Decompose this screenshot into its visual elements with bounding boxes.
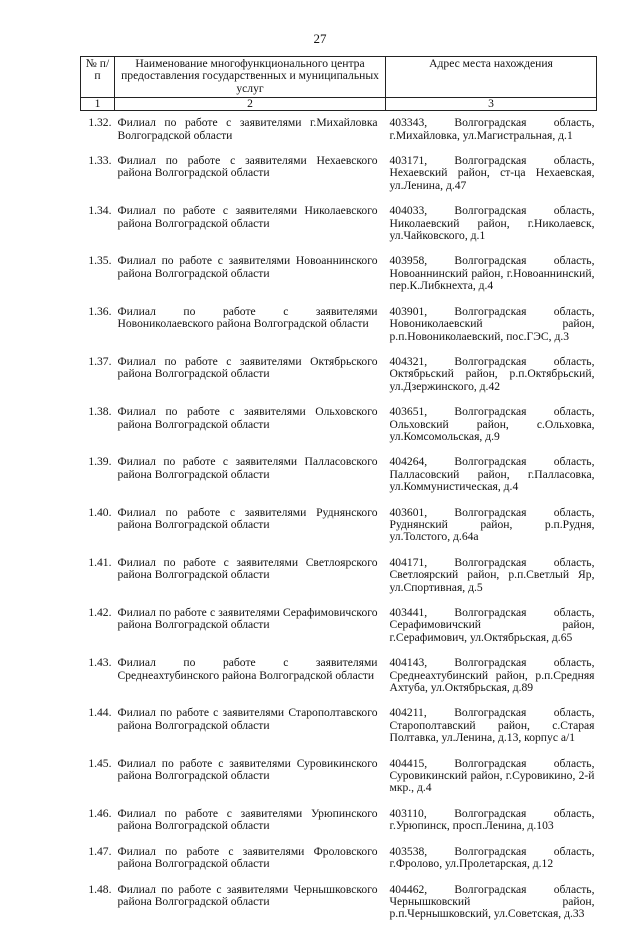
branch-name-cell — [115, 800, 386, 838]
row-number: 1.44. — [88, 706, 112, 720]
branch-address-cell — [386, 649, 597, 699]
branch-address: 404321, Волгоградская область, Октябрьский район, р.п.Октябрьский, ул.Дзержинского, д.42 — [389, 354, 595, 393]
branch-name: Филиал по работе с заявителями Старополтавского района Волгоградской области — [117, 706, 378, 732]
branch-name: Филиал по работе с заявителями г.Михайловка Волгоградской области — [117, 116, 378, 142]
row-number-cell — [81, 111, 115, 147]
row-number: 1.46. — [88, 806, 112, 820]
row-number-cell — [81, 838, 115, 876]
branch-address: 404211, Волгоградская область, Старополтавский район, с.Старая Полтавка, ул.Ленина, д.13, корпус а/1 — [389, 706, 595, 745]
row-number: 1.42. — [88, 606, 112, 619]
branch-address: 403171, Волгоградская область, Нехаевский район, ст-ца Нехаевская, ул.Ленина, д.47 — [389, 154, 595, 192]
branch-name-cell — [115, 448, 386, 498]
branch-name: Филиал по работе с заявителями Октябрьского района Волгоградской области — [117, 354, 378, 381]
column-header-name: Наименование многофункционального центра предоставления государственных и муниципальных услуг — [115, 57, 386, 98]
branch-name: Филиал по работе с заявителями Фроловского района Волгоградской области — [117, 844, 378, 871]
column-number-2: 2 — [115, 98, 386, 111]
column-numbering-row — [81, 98, 597, 111]
branch-address-cell — [386, 111, 597, 147]
row-number: 1.37. — [88, 354, 112, 368]
branch-name: Филиал по работе с заявителями Среднеахтубинского района Волгоградской области — [117, 656, 378, 682]
branch-address-cell — [386, 750, 597, 800]
column-header-number: № п/п — [81, 57, 115, 98]
table-row — [81, 398, 597, 448]
table-row — [81, 348, 597, 398]
row-number: 1.39. — [88, 455, 112, 469]
branch-address: 403343, Волгоградская область, г.Михайловка, ул.Магистральная, д.1 — [389, 116, 595, 142]
row-number-cell — [81, 750, 115, 800]
branch-address: 404462, Волгоградская область, Чернышковский район, р.п.Чернышковский, ул.Советская, д.33 — [389, 882, 595, 921]
row-number-cell — [81, 197, 115, 247]
branch-name-cell — [115, 699, 386, 749]
row-number: 1.36. — [88, 304, 112, 318]
row-number-cell — [81, 398, 115, 448]
table-header-row — [81, 57, 597, 98]
row-number: 1.45. — [88, 756, 112, 770]
row-number-cell — [81, 348, 115, 398]
row-number: 1.32. — [88, 116, 112, 130]
branch-address: 404033, Волгоградская область, Николаевский район, г.Николаевск, ул.Чайковского, д.1 — [389, 204, 595, 243]
branch-address: 404171, Волгоградская область, Светлоярский район, р.п.Светлый Яр, ул.Спортивная, д.5 — [389, 555, 595, 594]
branch-address-cell — [386, 499, 597, 549]
row-number-cell — [81, 499, 115, 549]
branch-address: 403651, Волгоградская область, Ольховский район, с.Ольховка, ул.Комсомольская, д.9 — [389, 405, 595, 443]
table-row — [81, 197, 597, 247]
table-row — [81, 599, 597, 649]
branch-name-cell — [115, 499, 386, 549]
row-number-cell — [81, 800, 115, 838]
table-row — [81, 800, 597, 838]
table-row — [81, 448, 597, 498]
branch-address-cell — [386, 298, 597, 348]
branch-address: 403441, Волгоградская область, Серафимовичский район, г.Серафимович, ул.Октябрьская, д.65 — [389, 606, 595, 644]
row-number-cell — [81, 147, 115, 197]
column-number-3: 3 — [386, 98, 597, 111]
branch-name: Филиал по работе с заявителями Суровикинского района Волгоградской области — [117, 756, 378, 783]
row-number-cell — [81, 549, 115, 599]
branch-address-cell — [386, 549, 597, 599]
table-row — [81, 549, 597, 599]
branch-address-cell — [386, 398, 597, 448]
row-number-cell — [81, 298, 115, 348]
branch-name-cell — [115, 147, 386, 197]
branch-address-cell — [386, 838, 597, 876]
row-number-cell — [81, 876, 115, 926]
branch-address: 403601, Волгоградская область, Руднянский район, р.п.Рудня, ул.Толстого, д.64а — [389, 505, 595, 544]
branch-name: Филиал по работе с заявителями Ольховского района Волгоградской области — [117, 405, 378, 431]
table-row — [81, 147, 597, 197]
table-row — [81, 247, 597, 297]
branch-address-cell — [386, 147, 597, 197]
branch-address: 403901, Волгоградская область, Новониколаевский район, р.п.Новониколаевский, пос.ГЭС, д.3 — [389, 304, 595, 343]
branch-name-cell — [115, 398, 386, 448]
table-row — [81, 750, 597, 800]
branch-name-cell — [115, 549, 386, 599]
table-row — [81, 699, 597, 749]
row-number-cell — [81, 448, 115, 498]
branch-address-cell — [386, 876, 597, 926]
branch-name-cell — [115, 298, 386, 348]
branch-name-cell — [115, 247, 386, 297]
row-number: 1.43. — [88, 656, 112, 670]
branch-name: Филиал по работе с заявителями Новониколаевского района Волгоградской области — [117, 304, 378, 331]
table-row — [81, 111, 597, 147]
branch-address-cell — [386, 247, 597, 297]
column-header-address: Адрес места нахождения — [386, 57, 597, 98]
row-number: 1.33. — [88, 154, 112, 168]
row-number: 1.47. — [88, 844, 112, 858]
branch-address: 404143, Волгоградская область, Среднеахтубинский район, р.п.Средняя Ахтуба, ул.Октябрьская, д.89 — [389, 656, 595, 695]
branch-name-cell — [115, 599, 386, 649]
branch-name-cell — [115, 876, 386, 926]
branch-name: Филиал по работе с заявителями Руднянского района Волгоградской области — [117, 505, 378, 531]
branch-name-cell — [115, 649, 386, 699]
branch-name: Филиал по работе с заявителями Николаевского района Волгоградской области — [117, 204, 378, 230]
page-number: 27 — [313, 31, 327, 46]
branch-name: Филиал по работе с заявителями Чернышковского района Волгоградской области — [117, 882, 378, 908]
branch-name: Филиал по работе с заявителями Нехаевского района Волгоградской области — [117, 154, 378, 180]
branch-address-cell — [386, 348, 597, 398]
branch-name-cell — [115, 111, 386, 147]
row-number: 1.41. — [88, 555, 112, 569]
branch-address-cell — [386, 197, 597, 247]
table-body — [81, 111, 597, 926]
row-number: 1.38. — [88, 405, 112, 419]
row-number: 1.48. — [88, 882, 112, 896]
branch-address: 403958, Волгоградская область, Новоаннинский район, г.Новоаннинский, пер.К.Либкнехта, д.4 — [389, 254, 595, 293]
table-row — [81, 298, 597, 348]
row-number-cell — [81, 599, 115, 649]
branch-name-cell — [115, 348, 386, 398]
branch-name: Филиал по работе с заявителями Новоаннинского района Волгоградской области — [117, 254, 378, 280]
branch-name: Филиал по работе с заявителями Урюпинского района Волгоградской области — [117, 806, 378, 833]
branch-address: 404264, Волгоградская область, Палласовский район, г.Палласовка, ул.Коммунистическая, д.4 — [389, 455, 595, 494]
column-number-1: 1 — [81, 98, 115, 111]
branch-address-cell — [386, 448, 597, 498]
row-number: 1.35. — [88, 254, 112, 268]
table-row — [81, 499, 597, 549]
branch-name: Филиал по работе с заявителями Палласовского района Волгоградской области — [117, 455, 378, 481]
row-number: 1.40. — [88, 505, 112, 519]
branch-name-cell — [115, 197, 386, 247]
branch-address-cell — [386, 599, 597, 649]
branch-address: 403538, Волгоградская область, г.Фролово, ул.Пролетарская, д.12 — [389, 844, 595, 871]
row-number: 1.34. — [88, 204, 112, 218]
table-row — [81, 876, 597, 926]
branch-address: 403110, Волгоградская область, г.Урюпинск, просп.Ленина, д.103 — [389, 806, 595, 833]
branch-address-cell — [386, 699, 597, 749]
mfc-branches-table — [80, 56, 597, 926]
branch-address: 404415, Волгоградская область, Суровикинский район, г.Суровикино, 2-й мкр., д.4 — [389, 756, 595, 795]
row-number-cell — [81, 247, 115, 297]
branch-name-cell — [115, 750, 386, 800]
table-row — [81, 838, 597, 876]
branch-name: Филиал по работе с заявителями Серафимовичского района Волгоградской области — [117, 606, 378, 632]
branch-address-cell — [386, 800, 597, 838]
branch-name: Филиал по работе с заявителями Светлоярского района Волгоградской области — [117, 555, 378, 582]
row-number-cell — [81, 699, 115, 749]
row-number-cell — [81, 649, 115, 699]
table-row — [81, 649, 597, 699]
branch-name-cell — [115, 838, 386, 876]
